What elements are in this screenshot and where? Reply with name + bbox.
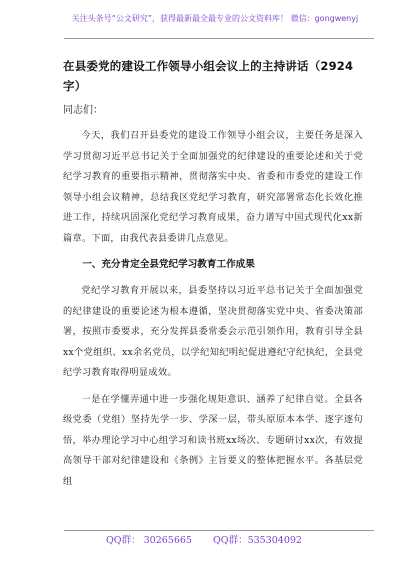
section1-paragraph-1: 党纪学习教育开展以来，县委坚持以习近平总书记关于全面加强党的纪律建设的重要论述为根本遵循，坚决贯彻落实党中央、省委决策部署，按照市委要求，充分发挥县委常委会示范引领作用，教育引导全县xx个党组织、xx余名党员，以学纪知纪明纪促进遵纪守纪执纪，全县党纪学习教育取得明显成效。: [63, 285, 363, 378]
footer-qq-group-1: QQ群： 30265665: [106, 535, 192, 546]
document-title: 在县委党的建设工作领导小组会议上的主持讲话（2924字）: [63, 59, 354, 93]
header-divider: [64, 38, 374, 39]
salutation: 同志们：: [63, 105, 103, 116]
footer: [0, 535, 408, 547]
header-banner: 关注头条号“公文研究”，获得最新最全最专业的公文资料库！ 微信：gongwenyj: [71, 14, 359, 23]
section-heading-1: 一、充分肯定全县党纪学习教育工作成果: [82, 259, 255, 270]
document-body: [63, 56, 363, 492]
footer-divider: [64, 530, 374, 531]
intro-paragraph: 今天，我们召开县委党的建设工作领导小组会议，主要任务是深入学习贯彻习近平总书记关于全面加强党的纪律建设的重要论述和关于党纪学习教育的重要指示精神，贯彻落实中央、省委和市委党的建设工作领导小组会议精神，总结我区党纪学习教育，研究部署常态化长效化推进工作，持续巩固深化党纪学习教育成果，奋力谱写中国式现代化xx新篇章。下面，由我代表县委讲几点意见。: [63, 130, 363, 244]
section1-paragraph-2: 一是在学懂弄通中进一步强化规矩意识、涵养了纪律自觉。全县各级党委（党组）坚持先学一步、学深一层，带头原原本本学、逐字逐句悟，举办理论学习中心组学习和读书班xx场次、专题研讨xx次，有效提高领导干部对纪律建设和《条例》主旨要义的整体把握水平。各基层党组: [63, 393, 363, 487]
footer-qq-group-2: QQ群：535304092: [213, 535, 302, 546]
